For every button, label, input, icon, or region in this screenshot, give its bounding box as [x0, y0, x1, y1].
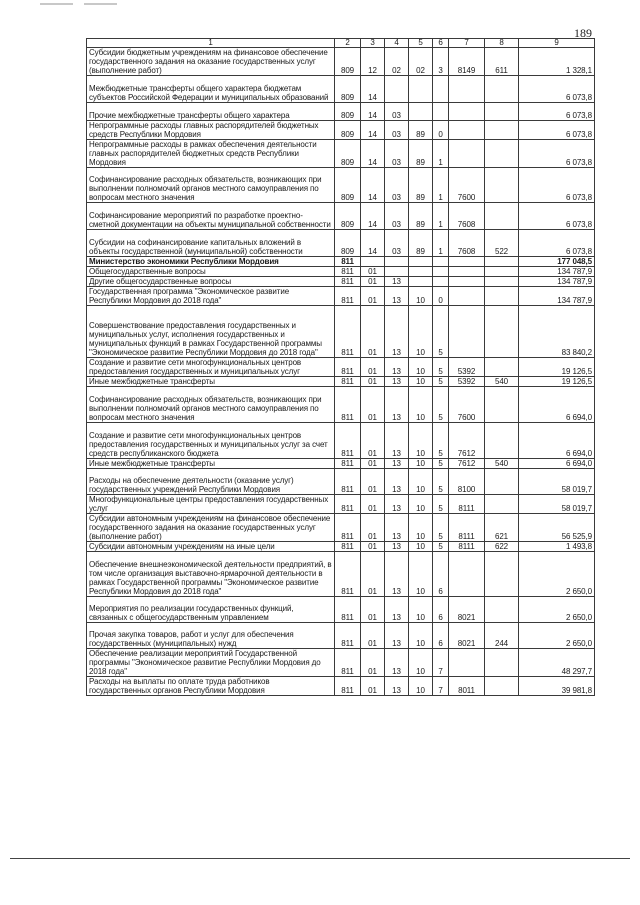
row-amount: 19 126,5 [519, 358, 595, 377]
row-amount: 6 073,8 [519, 76, 595, 103]
row-target [449, 306, 485, 358]
page-number: 189 [574, 26, 592, 40]
row-section: 14 [361, 230, 385, 257]
row-admin-code: 811 [335, 649, 361, 677]
row-admin-code: 811 [335, 277, 361, 287]
row-name: Создание и развитие сети многофункциональных центров предоставления государственных и муниципальных услуг [87, 358, 335, 377]
row-subprogram: 5 [433, 377, 449, 387]
row-expense-type [485, 306, 519, 358]
table-row [87, 495, 595, 514]
row-amount: 6 694,0 [519, 459, 595, 469]
row-target: 8111 [449, 514, 485, 542]
row-admin-code: 809 [335, 230, 361, 257]
row-expense-type [485, 203, 519, 230]
row-program: 10 [409, 552, 433, 597]
column-header: 9 [519, 39, 595, 48]
row-subprogram: 0 [433, 287, 449, 306]
row-name: Совершенствование предоставления государственных и муниципальных услуг, исполнения государственных и муниципальных функций в рамках Государственной программы "Экономическое развитие Республики Мордовия до 2018 года" [87, 306, 335, 358]
row-subprogram [433, 76, 449, 103]
table-row [87, 103, 595, 121]
row-name: Непрограммные расходы главных распорядителей бюджетных средств Республики Мордовия [87, 121, 335, 140]
table-row [87, 514, 595, 542]
row-subprogram [433, 103, 449, 121]
row-admin-code: 811 [335, 677, 361, 696]
row-name: Иные межбюджетные трансферты [87, 377, 335, 387]
row-expense-type [485, 423, 519, 459]
table-row [87, 121, 595, 140]
row-admin-code: 811 [335, 469, 361, 495]
row-admin-code: 809 [335, 203, 361, 230]
row-target: 7608 [449, 203, 485, 230]
row-subsection: 03 [385, 140, 409, 168]
row-section: 01 [361, 677, 385, 696]
row-amount: 2 650,0 [519, 623, 595, 649]
row-section: 01 [361, 495, 385, 514]
row-expense-type: 622 [485, 542, 519, 552]
row-section: 01 [361, 277, 385, 287]
row-subprogram: 5 [433, 514, 449, 542]
row-program: 10 [409, 495, 433, 514]
row-amount: 6 694,0 [519, 387, 595, 423]
row-expense-type [485, 257, 519, 267]
row-subsection: 03 [385, 168, 409, 203]
row-target: 8021 [449, 597, 485, 623]
row-admin-code: 811 [335, 623, 361, 649]
row-section: 01 [361, 387, 385, 423]
scan-artifact [40, 3, 150, 5]
row-name: Обеспечение реализации мероприятий Государственной программы "Экономическое развитие Республики Мордовия до 2018 года" [87, 649, 335, 677]
row-expense-type: 621 [485, 514, 519, 542]
row-amount: 56 525,9 [519, 514, 595, 542]
row-amount: 177 048,5 [519, 257, 595, 267]
row-target [449, 103, 485, 121]
row-amount: 134 787,9 [519, 277, 595, 287]
row-admin-code: 811 [335, 306, 361, 358]
table-row [87, 387, 595, 423]
row-target: 8011 [449, 677, 485, 696]
table-row [87, 203, 595, 230]
row-subprogram: 3 [433, 48, 449, 76]
row-expense-type [485, 677, 519, 696]
row-name: Софинансирование мероприятий по разработке проектно-сметной документации на объекты муниципальной собственности [87, 203, 335, 230]
row-admin-code: 811 [335, 459, 361, 469]
row-program [409, 277, 433, 287]
row-subprogram: 5 [433, 358, 449, 377]
row-admin-code: 811 [335, 358, 361, 377]
row-section: 01 [361, 514, 385, 542]
row-amount: 6 073,8 [519, 121, 595, 140]
row-subsection: 13 [385, 597, 409, 623]
table-row [87, 423, 595, 459]
table-row [87, 623, 595, 649]
row-program: 10 [409, 423, 433, 459]
row-subprogram: 6 [433, 623, 449, 649]
row-section: 01 [361, 287, 385, 306]
row-subprogram: 5 [433, 387, 449, 423]
row-subprogram: 5 [433, 423, 449, 459]
table-row [87, 649, 595, 677]
row-amount: 1 493,8 [519, 542, 595, 552]
row-program: 89 [409, 168, 433, 203]
row-amount: 6 694,0 [519, 423, 595, 459]
row-subprogram: 1 [433, 203, 449, 230]
row-subprogram: 1 [433, 230, 449, 257]
table-row [87, 306, 595, 358]
table-row [87, 267, 595, 277]
row-amount: 6 073,8 [519, 203, 595, 230]
row-subsection: 13 [385, 542, 409, 552]
row-amount: 48 297,7 [519, 649, 595, 677]
row-name: Мероприятия по реализации государственных функций, связанных с общегосударственным управлением [87, 597, 335, 623]
row-subprogram: 7 [433, 677, 449, 696]
row-subsection: 13 [385, 287, 409, 306]
table-row [87, 597, 595, 623]
row-amount: 2 650,0 [519, 597, 595, 623]
row-program: 10 [409, 677, 433, 696]
row-name: Многофункциональные центры предоставления государственных услуг [87, 495, 335, 514]
row-target: 8021 [449, 623, 485, 649]
column-header: 5 [409, 39, 433, 48]
row-target [449, 552, 485, 597]
row-name: Прочие межбюджетные трансферты общего характера [87, 103, 335, 121]
table-row [87, 469, 595, 495]
row-target [449, 140, 485, 168]
table-row [87, 168, 595, 203]
row-admin-code: 809 [335, 76, 361, 103]
row-amount: 2 650,0 [519, 552, 595, 597]
row-section: 01 [361, 306, 385, 358]
row-subsection: 13 [385, 387, 409, 423]
row-program: 10 [409, 542, 433, 552]
row-target: 8100 [449, 469, 485, 495]
row-subprogram: 6 [433, 552, 449, 597]
row-section: 01 [361, 423, 385, 459]
row-expense-type [485, 552, 519, 597]
table-header-row [87, 39, 595, 48]
row-admin-code: 809 [335, 168, 361, 203]
table-row [87, 257, 595, 267]
row-target [449, 267, 485, 277]
row-amount: 6 073,8 [519, 103, 595, 121]
column-header: 4 [385, 39, 409, 48]
row-name: Создание и развитие сети многофункциональных центров предоставления государственных и муниципальных услуг за счет средств республиканского бюджета [87, 423, 335, 459]
row-name: Софинансирование расходных обязательств, возникающих при выполнении полномочий органов местного самоуправления по вопросам местного значения [87, 387, 335, 423]
row-subsection: 13 [385, 277, 409, 287]
row-name: Субсидии автономным учреждениям на финансовое обеспечение государственного задания на оказание государственных услуг (выполнение работ) [87, 514, 335, 542]
row-subprogram: 0 [433, 121, 449, 140]
row-admin-code: 811 [335, 495, 361, 514]
row-expense-type [485, 358, 519, 377]
row-section: 14 [361, 203, 385, 230]
row-section: 12 [361, 48, 385, 76]
row-subsection [385, 257, 409, 267]
row-subprogram: 5 [433, 469, 449, 495]
table-row [87, 140, 595, 168]
row-admin-code: 809 [335, 140, 361, 168]
row-name: Расходы на выплаты по оплате труда работников государственных органов Республики Мордовия [87, 677, 335, 696]
row-amount: 6 073,8 [519, 168, 595, 203]
row-section: 01 [361, 542, 385, 552]
row-target: 8111 [449, 495, 485, 514]
row-subprogram: 5 [433, 495, 449, 514]
row-name: Непрограммные расходы в рамках обеспечения деятельности главных распорядителей бюджетных средств Республики Мордовия [87, 140, 335, 168]
row-amount: 134 787,9 [519, 267, 595, 277]
row-name: Обеспечение внешнеэкономической деятельности предприятий, в том числе организация выставочно-ярмарочной деятельности в рамках Государственной программы "Экономическое развитие Республики Мордовия до 2018 года" [87, 552, 335, 597]
row-program: 89 [409, 121, 433, 140]
row-subsection: 13 [385, 459, 409, 469]
row-program: 10 [409, 459, 433, 469]
column-header: 2 [335, 39, 361, 48]
row-program: 10 [409, 387, 433, 423]
budget-table [86, 38, 595, 696]
table-row [87, 677, 595, 696]
row-program [409, 103, 433, 121]
row-target: 8149 [449, 48, 485, 76]
row-section: 14 [361, 76, 385, 103]
row-admin-code: 811 [335, 597, 361, 623]
row-admin-code: 811 [335, 377, 361, 387]
column-header: 8 [485, 39, 519, 48]
table-row [87, 552, 595, 597]
table-row [87, 287, 595, 306]
column-header: 3 [361, 39, 385, 48]
row-admin-code: 811 [335, 514, 361, 542]
row-target: 7612 [449, 459, 485, 469]
row-program: 10 [409, 358, 433, 377]
table-row [87, 277, 595, 287]
row-subsection: 13 [385, 469, 409, 495]
row-admin-code: 811 [335, 387, 361, 423]
row-target: 5392 [449, 358, 485, 377]
row-expense-type [485, 649, 519, 677]
row-program: 89 [409, 140, 433, 168]
row-program: 89 [409, 230, 433, 257]
budget-table-container [86, 38, 595, 696]
row-expense-type [485, 387, 519, 423]
row-target [449, 649, 485, 677]
row-target: 7600 [449, 168, 485, 203]
row-subsection: 02 [385, 48, 409, 76]
row-target: 7612 [449, 423, 485, 459]
row-admin-code: 811 [335, 552, 361, 597]
row-amount: 1 328,1 [519, 48, 595, 76]
row-target: 7608 [449, 230, 485, 257]
row-expense-type [485, 168, 519, 203]
row-admin-code: 811 [335, 542, 361, 552]
row-section: 14 [361, 103, 385, 121]
row-expense-type: 244 [485, 623, 519, 649]
row-amount: 134 787,9 [519, 287, 595, 306]
row-subprogram: 7 [433, 649, 449, 677]
row-subprogram [433, 257, 449, 267]
column-header: 1 [87, 39, 335, 48]
row-subprogram [433, 277, 449, 287]
row-expense-type [485, 76, 519, 103]
row-section: 01 [361, 377, 385, 387]
row-section: 01 [361, 623, 385, 649]
row-name: Субсидии на софинансирование капитальных вложений в объекты государственной (муниципальной) собственности [87, 230, 335, 257]
row-name: Субсидии автономным учреждениям на иные цели [87, 542, 335, 552]
table-row [87, 76, 595, 103]
row-expense-type [485, 495, 519, 514]
row-amount: 58 019,7 [519, 469, 595, 495]
row-name: Межбюджетные трансферты общего характера бюджетам субъектов Российской Федерации и муниципальных образований [87, 76, 335, 103]
row-section: 01 [361, 552, 385, 597]
table-row [87, 377, 595, 387]
row-subsection: 13 [385, 649, 409, 677]
table-body [87, 48, 595, 696]
row-expense-type [485, 469, 519, 495]
row-program: 10 [409, 649, 433, 677]
row-subsection [385, 267, 409, 277]
row-expense-type [485, 267, 519, 277]
row-target [449, 277, 485, 287]
row-name: Иные межбюджетные трансферты [87, 459, 335, 469]
row-program: 10 [409, 287, 433, 306]
row-target [449, 121, 485, 140]
row-section: 01 [361, 597, 385, 623]
row-amount: 39 981,8 [519, 677, 595, 696]
row-target: 7600 [449, 387, 485, 423]
row-section: 01 [361, 649, 385, 677]
row-section: 14 [361, 121, 385, 140]
table-row [87, 48, 595, 76]
row-subsection: 13 [385, 623, 409, 649]
row-name: Субсидии бюджетным учреждениям на финансовое обеспечение государственного задания на оказание государственных услуг (выполнение работ) [87, 48, 335, 76]
row-admin-code: 811 [335, 287, 361, 306]
row-subsection: 13 [385, 423, 409, 459]
row-admin-code: 809 [335, 103, 361, 121]
row-expense-type [485, 103, 519, 121]
row-subsection: 13 [385, 306, 409, 358]
table-row [87, 542, 595, 552]
row-expense-type: 540 [485, 459, 519, 469]
row-subprogram: 1 [433, 168, 449, 203]
row-subprogram: 5 [433, 542, 449, 552]
row-name: Другие общегосударственные вопросы [87, 277, 335, 287]
row-subprogram: 1 [433, 140, 449, 168]
column-header: 7 [449, 39, 485, 48]
table-row [87, 230, 595, 257]
row-expense-type [485, 277, 519, 287]
row-subsection: 13 [385, 677, 409, 696]
row-amount: 19 126,5 [519, 377, 595, 387]
row-program: 10 [409, 514, 433, 542]
row-subsection: 13 [385, 514, 409, 542]
row-subsection: 03 [385, 230, 409, 257]
row-subsection: 03 [385, 203, 409, 230]
row-admin-code: 809 [335, 48, 361, 76]
row-subsection: 03 [385, 103, 409, 121]
row-section [361, 257, 385, 267]
row-admin-code: 811 [335, 267, 361, 277]
row-target [449, 76, 485, 103]
row-section: 14 [361, 168, 385, 203]
row-program: 10 [409, 306, 433, 358]
row-expense-type [485, 140, 519, 168]
row-section: 01 [361, 358, 385, 377]
row-section: 01 [361, 267, 385, 277]
row-expense-type [485, 121, 519, 140]
row-program [409, 267, 433, 277]
row-section: 01 [361, 459, 385, 469]
row-program: 02 [409, 48, 433, 76]
row-expense-type [485, 287, 519, 306]
row-name: Государственная программа "Экономическое развитие Республики Мордовия до 2018 года" [87, 287, 335, 306]
row-subprogram: 5 [433, 306, 449, 358]
row-expense-type: 540 [485, 377, 519, 387]
row-subsection: 13 [385, 495, 409, 514]
row-expense-type: 611 [485, 48, 519, 76]
row-program: 10 [409, 377, 433, 387]
row-admin-code: 811 [335, 257, 361, 267]
row-amount: 83 840,2 [519, 306, 595, 358]
row-name: Общегосударственные вопросы [87, 267, 335, 277]
row-name: Софинансирование расходных обязательств, возникающих при выполнении полномочий органов местного самоуправления по вопросам местного значения [87, 168, 335, 203]
row-name: Министерство экономики Республики Мордовия [87, 257, 335, 267]
table-row [87, 459, 595, 469]
table-row [87, 358, 595, 377]
row-program: 10 [409, 623, 433, 649]
row-expense-type: 522 [485, 230, 519, 257]
row-program [409, 257, 433, 267]
row-expense-type [485, 597, 519, 623]
row-program: 10 [409, 469, 433, 495]
row-name: Расходы на обеспечение деятельности (оказание услуг) государственных учреждений Республики Мордовия [87, 469, 335, 495]
row-target [449, 257, 485, 267]
row-program: 89 [409, 203, 433, 230]
row-subsection: 13 [385, 377, 409, 387]
row-subsection: 13 [385, 358, 409, 377]
row-admin-code: 809 [335, 121, 361, 140]
column-header: 6 [433, 39, 449, 48]
row-admin-code: 811 [335, 423, 361, 459]
row-section: 01 [361, 469, 385, 495]
row-subsection: 03 [385, 121, 409, 140]
row-subprogram: 5 [433, 459, 449, 469]
row-subprogram [433, 267, 449, 277]
row-subprogram: 6 [433, 597, 449, 623]
row-program: 10 [409, 597, 433, 623]
row-amount: 6 073,8 [519, 140, 595, 168]
row-program [409, 76, 433, 103]
row-section: 14 [361, 140, 385, 168]
row-subsection [385, 76, 409, 103]
row-target [449, 287, 485, 306]
row-target: 5392 [449, 377, 485, 387]
row-amount: 6 073,8 [519, 230, 595, 257]
row-amount: 58 019,7 [519, 495, 595, 514]
row-subsection: 13 [385, 552, 409, 597]
row-name: Прочая закупка товаров, работ и услуг для обеспечения государственных (муниципальных) нужд [87, 623, 335, 649]
page-bottom-rule [10, 858, 630, 859]
row-target: 8111 [449, 542, 485, 552]
